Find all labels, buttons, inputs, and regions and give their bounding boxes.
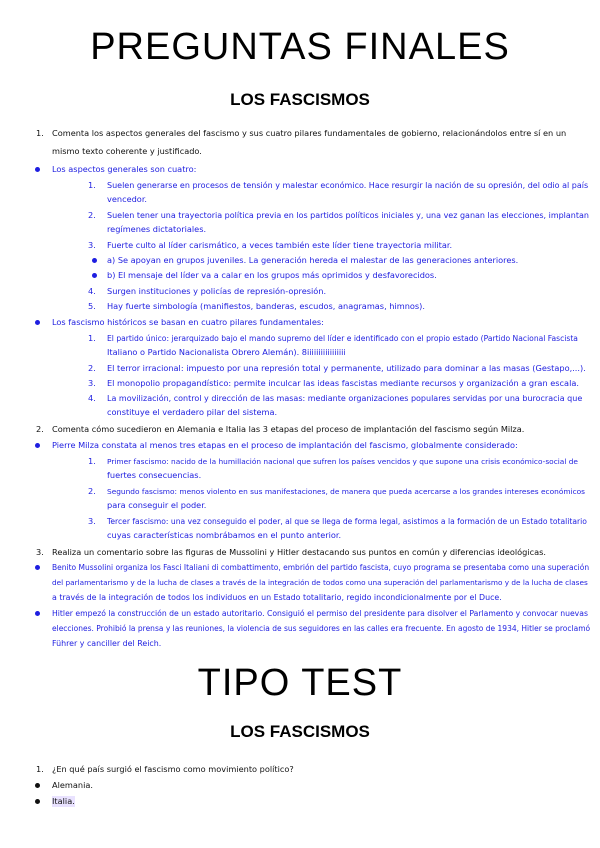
answer-text: Benito Mussolini organiza los Fasci Italiani di combattimento, embrión del partido fascista, cuyo programa se presentaba como una superación	[52, 563, 590, 572]
answer-text: elecciones. Prohibió la prensa y las reuniones, la violencia de sus seguidores en las calles era frecuente. En agosto de 1934, Hitler se proclamó	[52, 624, 591, 633]
list-item: Fuerte culto al líder carismático, a veces también este líder tiene trayectoria militar.	[107, 240, 453, 250]
list-number: 3.	[88, 378, 96, 388]
list-item: Tercer fascismo: una vez conseguido el poder, al que se llega de forma legal, asistimos a la formación de un Estado totalitario	[107, 517, 587, 526]
list-item: La movilización, control y dirección de las masas: mediante organizaciones populares servidas por una burocracia que	[107, 394, 583, 403]
list-item: Suelen generarse en procesos de tensión y malestar económico. Hace resurgir la nación de su opresión, del odio al país	[107, 181, 589, 190]
answer-text: Hitler empezó la construcción de un estado autoritario. Consiguió el permiso del presidente para disolver el Parlamento y convocar nuevas	[52, 609, 588, 618]
page-title: PREGUNTAS FINALES	[90, 26, 510, 68]
question-number: 1.	[36, 764, 44, 774]
list-item: Primer fascismo: nacido de la humillación nacional que sufren los países vencidos y que supone una crisis económico-social de	[107, 457, 578, 466]
list-item: a) Se apoyan en grupos juveniles. La generación hereda el malestar de las generaciones anteriores.	[107, 255, 519, 265]
bullet-icon	[92, 273, 97, 278]
list-item: Segundo fascismo: menos violento en sus manifestaciones, de manera que pueda acercarse a los grandes intereses económicos	[107, 487, 586, 496]
list-number: 4.	[88, 393, 96, 403]
list-number: 2.	[88, 486, 96, 496]
bullet-icon	[35, 611, 40, 616]
list-item: El terror irracional: impuesto por una represión total y permanente, utilizado para dominar a las masas (Gestapo,...).	[107, 363, 586, 373]
bullet-icon	[92, 258, 97, 263]
bullet-icon	[35, 443, 40, 448]
question-text: ¿En qué país surgió el fascismo como movimiento político?	[52, 764, 294, 774]
answer-text: Los aspectos generales son cuatro:	[52, 164, 197, 174]
list-item: vencedor.	[107, 194, 148, 204]
bullet-icon	[35, 799, 40, 804]
list-number: 3.	[88, 516, 96, 526]
bullet-icon	[35, 783, 40, 788]
list-number: 1.	[88, 456, 96, 466]
option-text-highlighted: Italia.	[52, 796, 75, 806]
question-text: Comenta los aspectos generales del fascismo y sus cuatro pilares fundamentales de gobierno, relacionándolos entre sí en un	[52, 128, 567, 138]
list-number: 5.	[88, 301, 96, 311]
list-item: para conseguir el poder.	[107, 500, 207, 510]
option-text: Alemania.	[52, 780, 93, 790]
list-item: El monopolio propagandístico: permite inculcar las ideas fascistas mediante recursos y organización a gran escala.	[107, 378, 579, 388]
test-title: TIPO TEST	[197, 662, 403, 704]
question-number: 3.	[36, 547, 44, 557]
answer-text: Pierre Milza constata al menos tres etapas en el proceso de implantación del fascismo, globalmente considerado:	[52, 440, 518, 450]
list-item: Hay fuerte simbología (manifiestos, banderas, escudos, anagramas, himnos).	[107, 301, 425, 311]
answer-text: Los fascismo históricos se basan en cuatro pilares fundamentales:	[52, 317, 324, 327]
answer-text: a través de la integración de todos los individuos en un Estado totalitario, regido incondicionalmente por el Duce.	[52, 593, 502, 602]
answer-text: Führer y canciller del Reich.	[52, 639, 162, 648]
section-heading: LOS FASCISMOS	[230, 722, 370, 741]
question-number: 2.	[36, 424, 44, 434]
bullet-icon	[35, 320, 40, 325]
list-number: 4.	[88, 286, 96, 296]
list-number: 1.	[88, 333, 96, 343]
list-number: 2.	[88, 210, 96, 220]
bullet-icon	[35, 167, 40, 172]
list-item: regímenes dictatoriales.	[107, 224, 207, 234]
list-item: Suelen tener una trayectoria política previa en los partidos políticos iniciales y, una vez ganan las elecciones, implantan	[107, 211, 589, 220]
bullet-icon	[35, 565, 40, 570]
list-number: 1.	[88, 180, 96, 190]
list-number: 2.	[88, 363, 96, 373]
question-text: Realiza un comentario sobre las figuras de Mussolini y Hitler destacando sus puntos en común y diferencias ideológicas.	[52, 547, 546, 557]
list-item: cuyas características nombrábamos en el punto anterior.	[107, 530, 342, 540]
question-number: 1.	[36, 128, 44, 138]
section-heading: LOS FASCISMOS	[230, 90, 370, 109]
list-number: 3.	[88, 240, 96, 250]
answer-text: del parlamentarismo y de la lucha de clases a través de la integración de todos como una superación del parlamentarismo y de la lucha de clases	[52, 578, 588, 587]
question-text: mismo texto coherente y justificado.	[52, 146, 202, 156]
list-item: El partido único: jerarquizado bajo el mando supremo del líder e identificado con el propio estado (Partido Nacional Fascista	[107, 334, 578, 343]
list-item: constituye el verdadero pilar del sistema.	[107, 407, 278, 417]
list-item: Italiano o Partido Nacionalista Obrero Alemán). 8iiiiiiiiiiiiiiiii	[107, 347, 346, 357]
list-item: fuertes consecuencias.	[107, 470, 202, 480]
list-item: b) El mensaje del líder va a calar en los grupos más oprimidos y desfavorecidos.	[107, 270, 437, 280]
list-item: Surgen instituciones y policías de represión-opresión.	[107, 286, 327, 296]
question-text: Comenta cómo sucedieron en Alemania e Italia las 3 etapas del proceso de implantación del fascismo según Milza.	[52, 424, 525, 434]
